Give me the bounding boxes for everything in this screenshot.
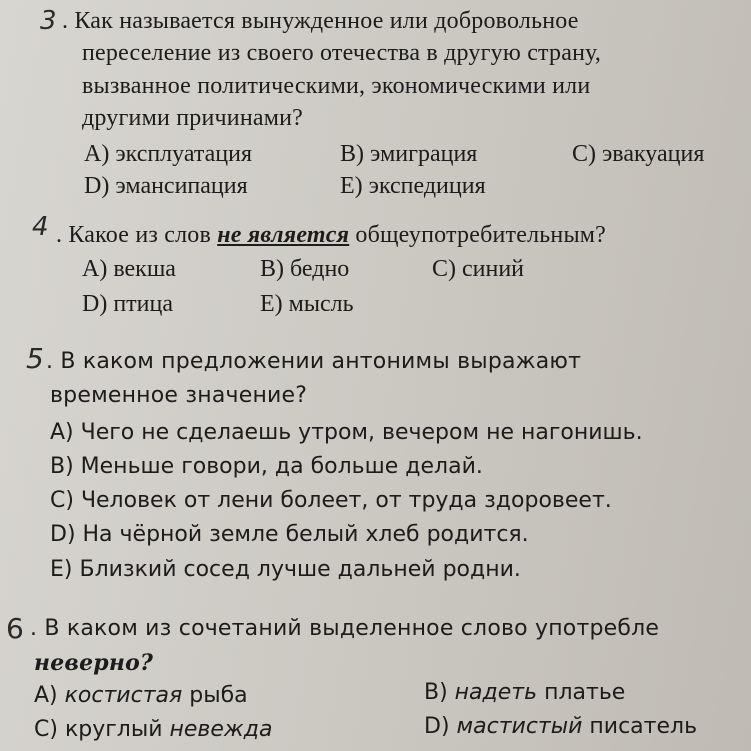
question-6-option-c-word: невежда — [169, 717, 273, 742]
question-6-option-a-letter: A) — [34, 683, 65, 708]
question-6-option-a — [34, 683, 248, 709]
question-3-option-b: B) эмиграция — [340, 141, 478, 167]
question-3-line-1: . Как называется вынужденное или добровольное — [62, 8, 579, 34]
question-5-line-1: . В каком предложении антонимы выражают — [46, 349, 582, 374]
question-3-option-e: E) экспедиция — [340, 173, 486, 199]
question-3-option-d: D) эмансипация — [84, 173, 248, 199]
question-5-option-b: B) Меньше говори, да больше делай. — [50, 454, 483, 479]
question-5-option-d: D) На чёрной земле белый хлеб родится. — [50, 522, 529, 547]
question-3-line-2: переселение из своего отечества в другую страну, — [82, 40, 602, 66]
question-3-option-c: C) эвакуация — [572, 141, 705, 167]
question-6-option-d-letter: D) — [424, 714, 457, 739]
question-6-option-a-rest: рыба — [182, 683, 248, 708]
question-6-option-a-word: костистая — [64, 683, 183, 708]
question-6-option-c-letter: C) круглый — [34, 717, 170, 742]
question-5-line-2: временное значение? — [50, 383, 308, 408]
question-6-option-b-rest: платье — [537, 680, 626, 705]
question-6-option-b-word: надеть — [454, 680, 538, 705]
question-4-emphasis: не является — [217, 222, 350, 248]
question-3-line-4: другими причинами? — [82, 105, 303, 131]
question-6-option-d — [424, 714, 697, 740]
question-4-option-b: B) бедно — [260, 256, 350, 282]
question-4-suffix: общеупотребительным? — [349, 222, 607, 248]
question-5-option-c: C) Человек от лени болеет, от труда здоровеет. — [50, 488, 612, 513]
question-4-text — [56, 222, 606, 248]
question-6-option-b-letter: B) — [424, 680, 455, 705]
question-3-option-a: A) эксплуатация — [84, 141, 253, 167]
question-4-option-e: E) мысль — [260, 291, 354, 317]
question-4-option-a: A) векша — [82, 256, 176, 282]
question-5-option-a: A) Чего не сделаешь утром, вечером не нагонишь. — [50, 420, 643, 445]
question-4-option-d: D) птица — [82, 291, 173, 317]
question-6-option-b — [424, 680, 625, 706]
question-3-line-3: вызванное политическими, экономическими или — [82, 73, 591, 99]
question-6-option-c — [34, 717, 272, 743]
question-6-option-d-word: мастистый — [456, 714, 583, 739]
question-6-line-2: неверно? — [34, 650, 154, 676]
question-4-number: 4 — [32, 212, 49, 242]
question-5-number: 5 — [26, 342, 44, 375]
question-5-option-e: E) Близкий сосед лучше дальней родни. — [50, 557, 521, 582]
question-6-option-d-rest: писатель — [582, 714, 698, 739]
question-6-line-1: . В каком из сочетаний выделенное слово употребле — [30, 616, 660, 641]
question-4-prefix: . Какое из слов — [56, 222, 218, 248]
question-4-option-c: C) синий — [432, 256, 525, 282]
question-6-number: 6 — [6, 612, 24, 645]
question-3-number: 3 — [40, 6, 57, 36]
